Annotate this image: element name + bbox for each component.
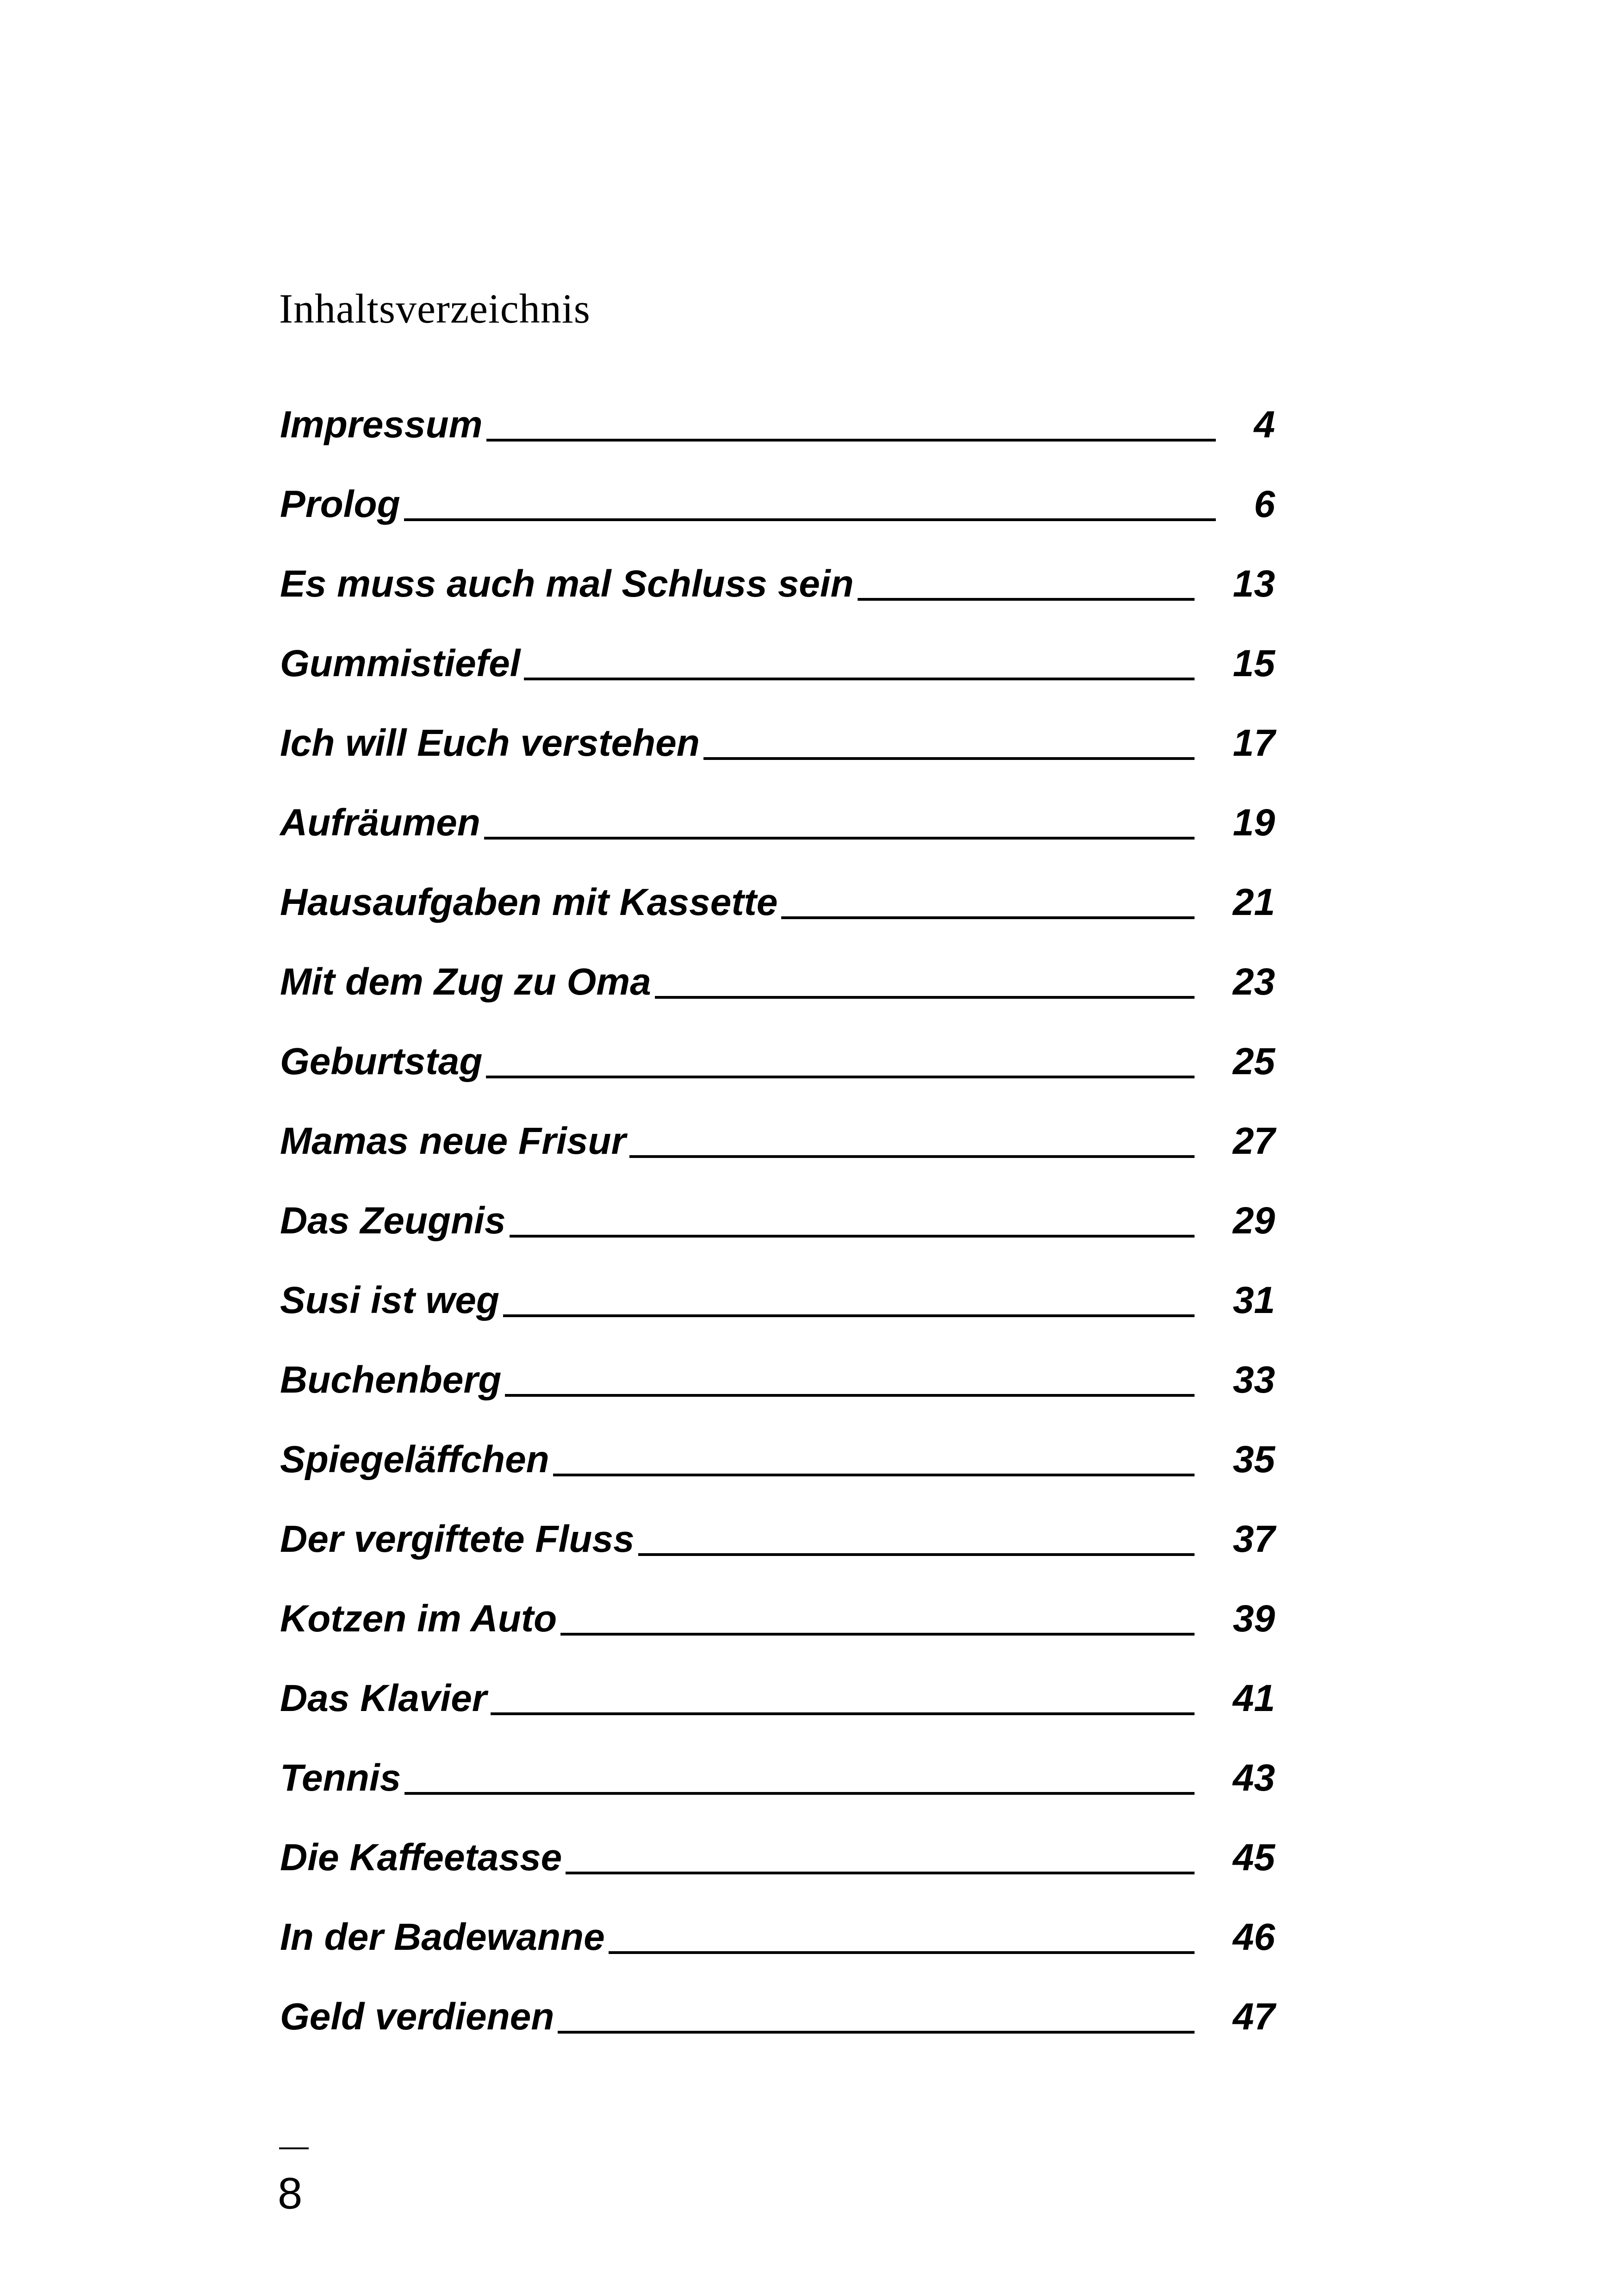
toc-entry	[280, 766, 1275, 846]
footer-rule	[279, 2147, 309, 2149]
toc-entry-leader-line	[566, 1872, 1195, 1874]
toc-entry-title: Buchenberg	[280, 1359, 502, 1401]
toc-entry-title: Die Kaffeetasse	[280, 1836, 562, 1879]
toc-entry-title: Gummistiefel	[280, 642, 521, 684]
toc-entry-title: Es muss auch mal Schluss sein	[280, 563, 854, 605]
toc-entry-leader-line	[484, 837, 1195, 840]
toc-entry-title: Prolog	[280, 483, 400, 525]
toc-entry-page: 15	[1232, 642, 1275, 684]
toc-entry-page: 6	[1254, 483, 1275, 525]
toc-entry-title: Tennis	[280, 1757, 401, 1799]
toc-entry-page: 46	[1232, 1916, 1275, 1958]
toc-entry	[280, 1164, 1275, 1244]
toc-entry-title: Geburtstag	[280, 1040, 483, 1083]
toc-entry-page: 17	[1232, 722, 1275, 764]
toc-entry	[280, 1483, 1275, 1562]
toc-entry	[280, 368, 1275, 448]
toc-entry-page: 27	[1232, 1120, 1275, 1162]
toc-entry	[280, 687, 1275, 766]
toc-entry	[280, 607, 1275, 687]
toc-entry	[280, 1960, 1275, 2040]
toc-entry-leader-line	[524, 678, 1195, 680]
toc-entry	[280, 1324, 1275, 1403]
toc-entry-title: Das Klavier	[280, 1677, 487, 1719]
toc-entry-page: 33	[1232, 1359, 1275, 1401]
toc-entry	[280, 1244, 1275, 1324]
toc-entry-leader-line	[703, 757, 1195, 760]
toc-entry-leader-line	[781, 916, 1195, 919]
toc-entry-leader-line	[638, 1553, 1195, 1556]
toc-entry-title: In der Badewanne	[280, 1916, 605, 1958]
toc-entry-page: 29	[1232, 1200, 1275, 1242]
toc-entry-leader-line	[486, 1076, 1195, 1078]
toc-entry-title: Das Zeugnis	[280, 1200, 506, 1242]
toc-entry-leader-line	[491, 1712, 1195, 1715]
toc-entry-page: 31	[1232, 1279, 1275, 1321]
toc-entry-title: Geld verdienen	[280, 1996, 554, 2038]
toc-entry	[280, 1642, 1275, 1722]
toc-entry-page: 41	[1232, 1677, 1275, 1719]
toc-entry-leader-line	[629, 1155, 1195, 1158]
toc-entry	[280, 1085, 1275, 1164]
toc-entry	[280, 528, 1275, 607]
toc-entry-page: 35	[1232, 1438, 1275, 1481]
toc-entry-page: 21	[1232, 881, 1275, 923]
toc-entry-page: 25	[1232, 1040, 1275, 1083]
toc-entry-leader-line	[404, 518, 1216, 521]
toc-entry-leader-line	[553, 1474, 1195, 1476]
toc-entry-page: 4	[1254, 404, 1275, 446]
toc-entry-leader-line	[858, 598, 1195, 601]
toc-entry-leader-line	[560, 1633, 1195, 1636]
toc-entry-page: 45	[1232, 1836, 1275, 1879]
toc-entry-page: 39	[1232, 1598, 1275, 1640]
toc-entry-leader-line	[609, 1951, 1195, 1954]
toc-entry-page: 43	[1232, 1757, 1275, 1799]
toc-entry	[280, 846, 1275, 926]
toc-entry-page: 37	[1232, 1518, 1275, 1560]
toc-entry	[280, 1801, 1275, 1881]
toc-entry-page: 23	[1232, 961, 1275, 1003]
toc-entry-title: Susi ist weg	[280, 1279, 499, 1321]
toc-entry-title: Kotzen im Auto	[280, 1598, 557, 1640]
toc-entry-leader-line	[505, 1394, 1195, 1397]
toc-entry-leader-line	[404, 1792, 1195, 1795]
toc-entry-leader-line	[558, 2031, 1195, 2034]
toc-heading: Inhaltsverzeichnis	[279, 286, 591, 332]
toc-entry	[280, 1881, 1275, 1960]
toc-entry-leader-line	[486, 439, 1216, 442]
toc-entry-title: Impressum	[280, 404, 483, 446]
toc-entry	[280, 926, 1275, 1005]
toc-entry	[280, 448, 1275, 528]
toc-entry	[280, 1722, 1275, 1801]
toc-entry-page: 13	[1232, 563, 1275, 605]
toc-entry-page: 19	[1232, 802, 1275, 844]
toc-entry-title: Aufräumen	[280, 802, 480, 844]
toc-entry-title: Spiegeläffchen	[280, 1438, 549, 1481]
toc-entry-title: Ich will Euch verstehen	[280, 722, 700, 764]
toc-entry-title: Mit dem Zug zu Oma	[280, 961, 651, 1003]
toc-entry	[280, 1562, 1275, 1642]
toc-entry-leader-line	[655, 996, 1195, 999]
toc-entry-page: 47	[1232, 1996, 1275, 2038]
toc-entry	[280, 1403, 1275, 1483]
toc-list	[280, 368, 1275, 2040]
toc-entry	[280, 1005, 1275, 1085]
toc-entry-leader-line	[503, 1314, 1195, 1317]
toc-entry-title: Hausaufgaben mit Kassette	[280, 881, 778, 923]
toc-entry-title: Der vergiftete Fluss	[280, 1518, 635, 1560]
page-number: 8	[278, 2169, 303, 2218]
toc-entry-title: Mamas neue Frisur	[280, 1120, 626, 1162]
toc-entry-leader-line	[510, 1235, 1195, 1238]
